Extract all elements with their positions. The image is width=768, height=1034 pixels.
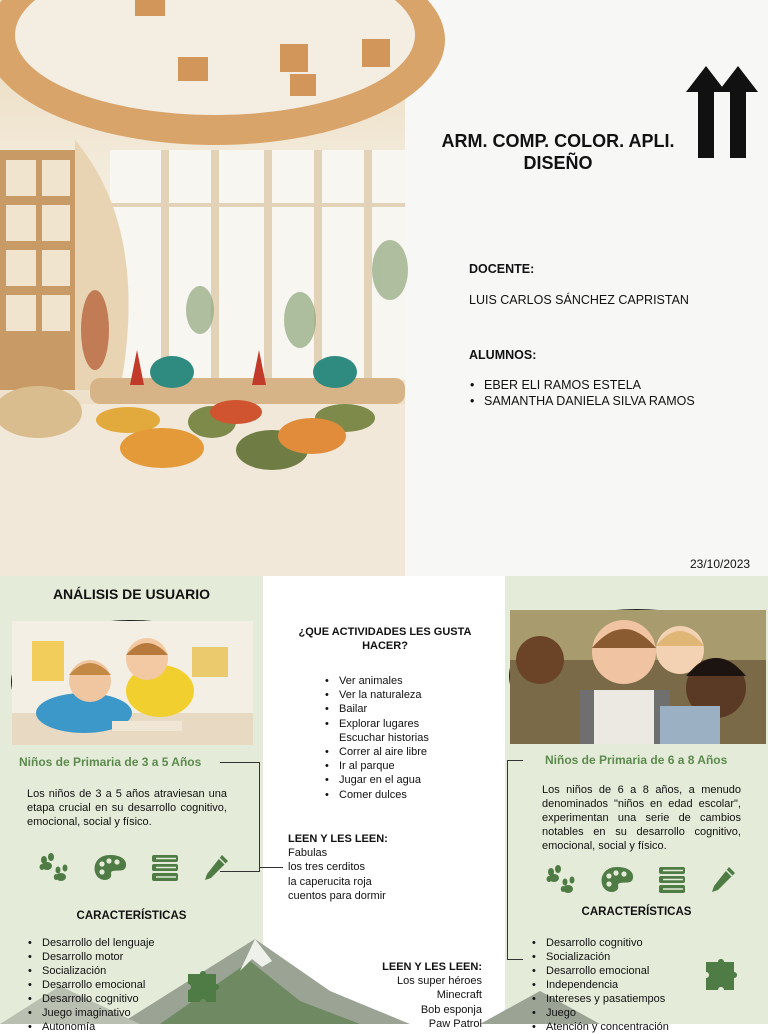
activity-item: • Ver animales (325, 674, 429, 688)
left-icon-row (38, 852, 230, 884)
reading-item: Bob esponja (420, 1003, 482, 1016)
document-date: 23/10/2023 (690, 557, 751, 571)
reading-item: Fabulas (288, 847, 328, 860)
school-kids-photo (509, 609, 765, 743)
characteristic-item: • Autonomía (28, 1020, 155, 1034)
students-label: ALUMNOS: (469, 348, 537, 362)
paw-icon (38, 852, 70, 884)
reading-item: los tres cerditos (288, 861, 366, 874)
characteristic-item: • Desarrollo emocional (28, 978, 155, 992)
activities-question: ¿QUE ACTIVIDADES LES GUSTA HACER? (298, 626, 472, 652)
activity-item: • Bailar (325, 702, 429, 716)
analysis-heading: ANÁLISIS DE USUARIO (52, 586, 211, 602)
characteristic-item: • Desarrollo cognitivo (28, 992, 155, 1006)
title-line-1: ARM. COMP. COLOR. APLI. (441, 131, 675, 151)
characteristic-item: • Atención y concentración (532, 1020, 669, 1034)
connector-line (259, 867, 283, 868)
right-group-description: Los niños de 6 a 8 años, a menudo denominados "niños en edad escolar", experimentan una serie de cambios notables en su desarrollo cognitivo, emocional, social y físico. (542, 784, 741, 852)
books-icon (657, 864, 687, 896)
reading-item: la caperucita roja (288, 875, 372, 888)
activity-item: • Explorar lugares (325, 717, 429, 731)
reading-list-label: LEEN Y LES LEEN: (288, 833, 388, 845)
document-title (428, 130, 688, 174)
books-icon (150, 852, 180, 884)
characteristic-item: • Independencia (532, 978, 669, 992)
characteristic-item: • Desarrollo emocional (532, 964, 669, 978)
characteristic-item: • Socialización (532, 950, 669, 964)
reading-list-young (288, 832, 388, 903)
title-line-2: DISEÑO (523, 153, 593, 173)
characteristic-item: • Intereses y pasatiempos (532, 992, 669, 1006)
students-list (470, 377, 695, 409)
left-characteristics-list (28, 936, 155, 1034)
palette-icon (599, 864, 635, 896)
reading-item: Paw Patrol (428, 1017, 482, 1030)
activity-item: • Correr al aire libre (325, 745, 429, 759)
teacher-label: DOCENTE: (469, 262, 535, 276)
activity-item: • Comer dulces (325, 788, 429, 802)
paw-icon (545, 864, 577, 896)
reading-item: cuentos para dormir (288, 889, 386, 902)
left-characteristics-heading: CARACTERÍSTICAS (76, 910, 187, 922)
pencil-icon (202, 852, 230, 884)
characteristic-item: • Desarrollo cognitivo (532, 936, 669, 950)
arrows-logo-icon (686, 66, 758, 158)
activity-item: • Ver la naturaleza (325, 688, 429, 702)
right-characteristics-list (532, 936, 669, 1034)
pencil-icon (709, 864, 737, 896)
reading-list-older (360, 960, 482, 1031)
puzzle-icon (186, 968, 228, 1008)
interior-illustration (0, 0, 405, 576)
student-item: • EBER ELI RAMOS ESTELA (470, 377, 695, 393)
left-group-description: Los niños de 3 a 5 años atraviesan una etapa crucial en su desarrollo cognitivo, emocional, social y físico. (27, 788, 227, 828)
characteristic-item: • Desarrollo motor (28, 950, 155, 964)
reading-item: Minecraft (436, 989, 482, 1002)
puzzle-icon (704, 956, 746, 996)
right-characteristics-heading: CARACTERÍSTICAS (581, 906, 692, 918)
school-kids-illustration (510, 610, 766, 744)
characteristic-item: • Juego imaginativo (28, 1006, 155, 1020)
activity-item: Escuchar historias (339, 731, 429, 744)
activities-list (325, 674, 429, 802)
right-icon-row (545, 864, 737, 896)
student-item: • SAMANTHA DANIELA SILVA RAMOS (470, 393, 695, 409)
user-analysis-section (0, 576, 768, 1033)
reading-list-label: LEEN Y LES LEEN: (382, 961, 482, 973)
activity-item: • Jugar en el agua (325, 773, 429, 787)
toddlers-photo (11, 620, 252, 744)
activity-item: • Ir al parque (325, 759, 429, 773)
palette-icon (92, 852, 128, 884)
characteristic-item: • Socialización (28, 964, 155, 978)
connector-line (507, 760, 523, 960)
characteristic-item: • Desarrollo del lenguaje (28, 936, 155, 950)
toddlers-illustration (12, 621, 253, 745)
characteristic-item: • Juego (532, 1006, 669, 1020)
right-group-title: Niños de Primaria de 6 a 8 Años (545, 753, 728, 767)
reading-item: Los super héroes (397, 975, 482, 988)
teacher-name: LUIS CARLOS SÁNCHEZ CAPRISTAN (469, 293, 689, 307)
interior-photo (0, 0, 405, 576)
left-group-title: Niños de Primaria de 3 a 5 Años (19, 755, 202, 769)
